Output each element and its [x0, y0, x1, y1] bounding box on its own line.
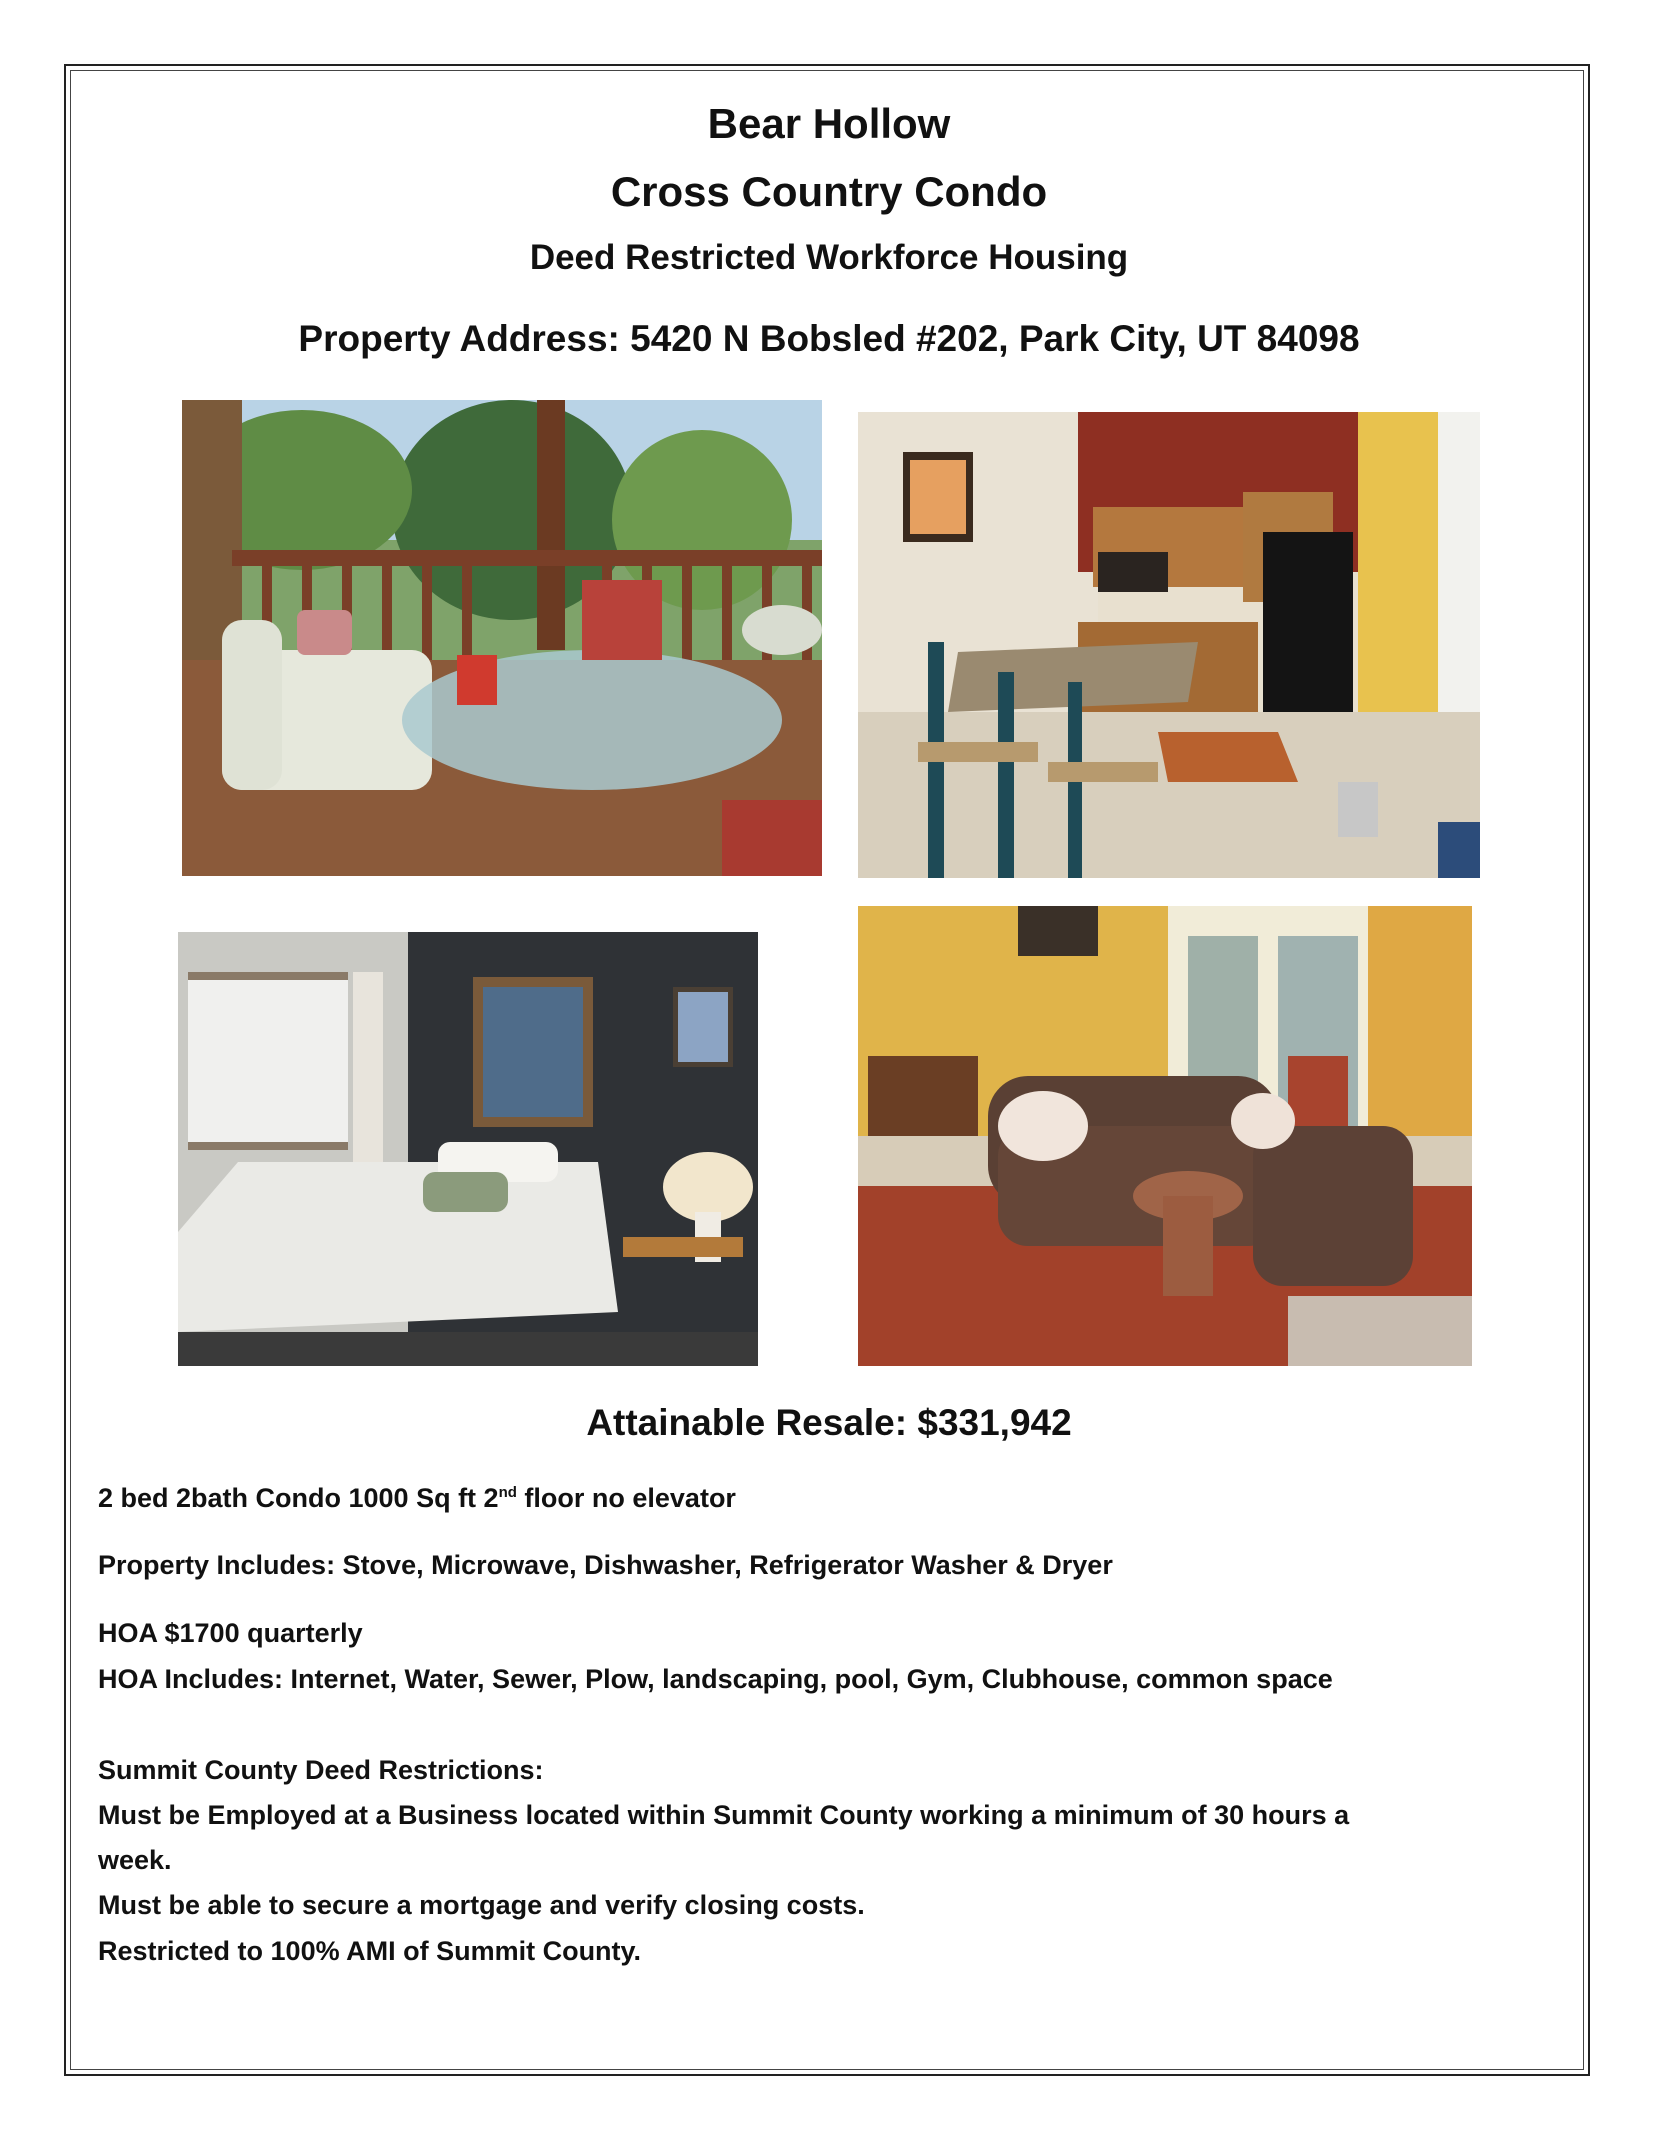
size-main-text: 2 bed 2bath Condo 1000 Sq ft 2	[98, 1483, 499, 1513]
property-includes: Property Includes: Stove, Microwave, Dishwasher, Refrigerator Washer & Dryer	[98, 1550, 1113, 1580]
property-address: Property Address: 5420 N Bobsled #202, Park City, UT 84098	[298, 318, 1360, 359]
restrictions-heading: Summit County Deed Restrictions:	[98, 1755, 544, 1785]
deck-photo	[182, 400, 822, 876]
title-bear-hollow: Bear Hollow	[707, 100, 951, 147]
living-room-photo	[858, 906, 1472, 1366]
kitchen-photo	[858, 412, 1480, 878]
hoa-fee: HOA $1700 quarterly	[98, 1618, 363, 1648]
restriction-employment: Must be Employed at a Business located within Summit County working a minimum of 30 hours a	[98, 1800, 1350, 1830]
size-superscript: nd	[498, 1484, 517, 1501]
hoa-includes: HOA Includes: Internet, Water, Sewer, Plow, landscaping, pool, Gym, Clubhouse, common space	[98, 1664, 1333, 1694]
size-rest-text: floor no elevator	[516, 1483, 736, 1513]
bedroom-photo	[178, 932, 758, 1366]
size-line	[98, 1483, 736, 1514]
restriction-employment-cont: week.	[98, 1845, 172, 1875]
attainable-resale-price: Attainable Resale: $331,942	[586, 1402, 1072, 1443]
subtitle-deed-restricted: Deed Restricted Workforce Housing	[529, 238, 1129, 277]
title-cross-country-condo: Cross Country Condo	[610, 168, 1048, 215]
restriction-ami: Restricted to 100% AMI of Summit County.	[98, 1936, 642, 1966]
restriction-mortgage: Must be able to secure a mortgage and verify closing costs.	[98, 1890, 865, 1920]
